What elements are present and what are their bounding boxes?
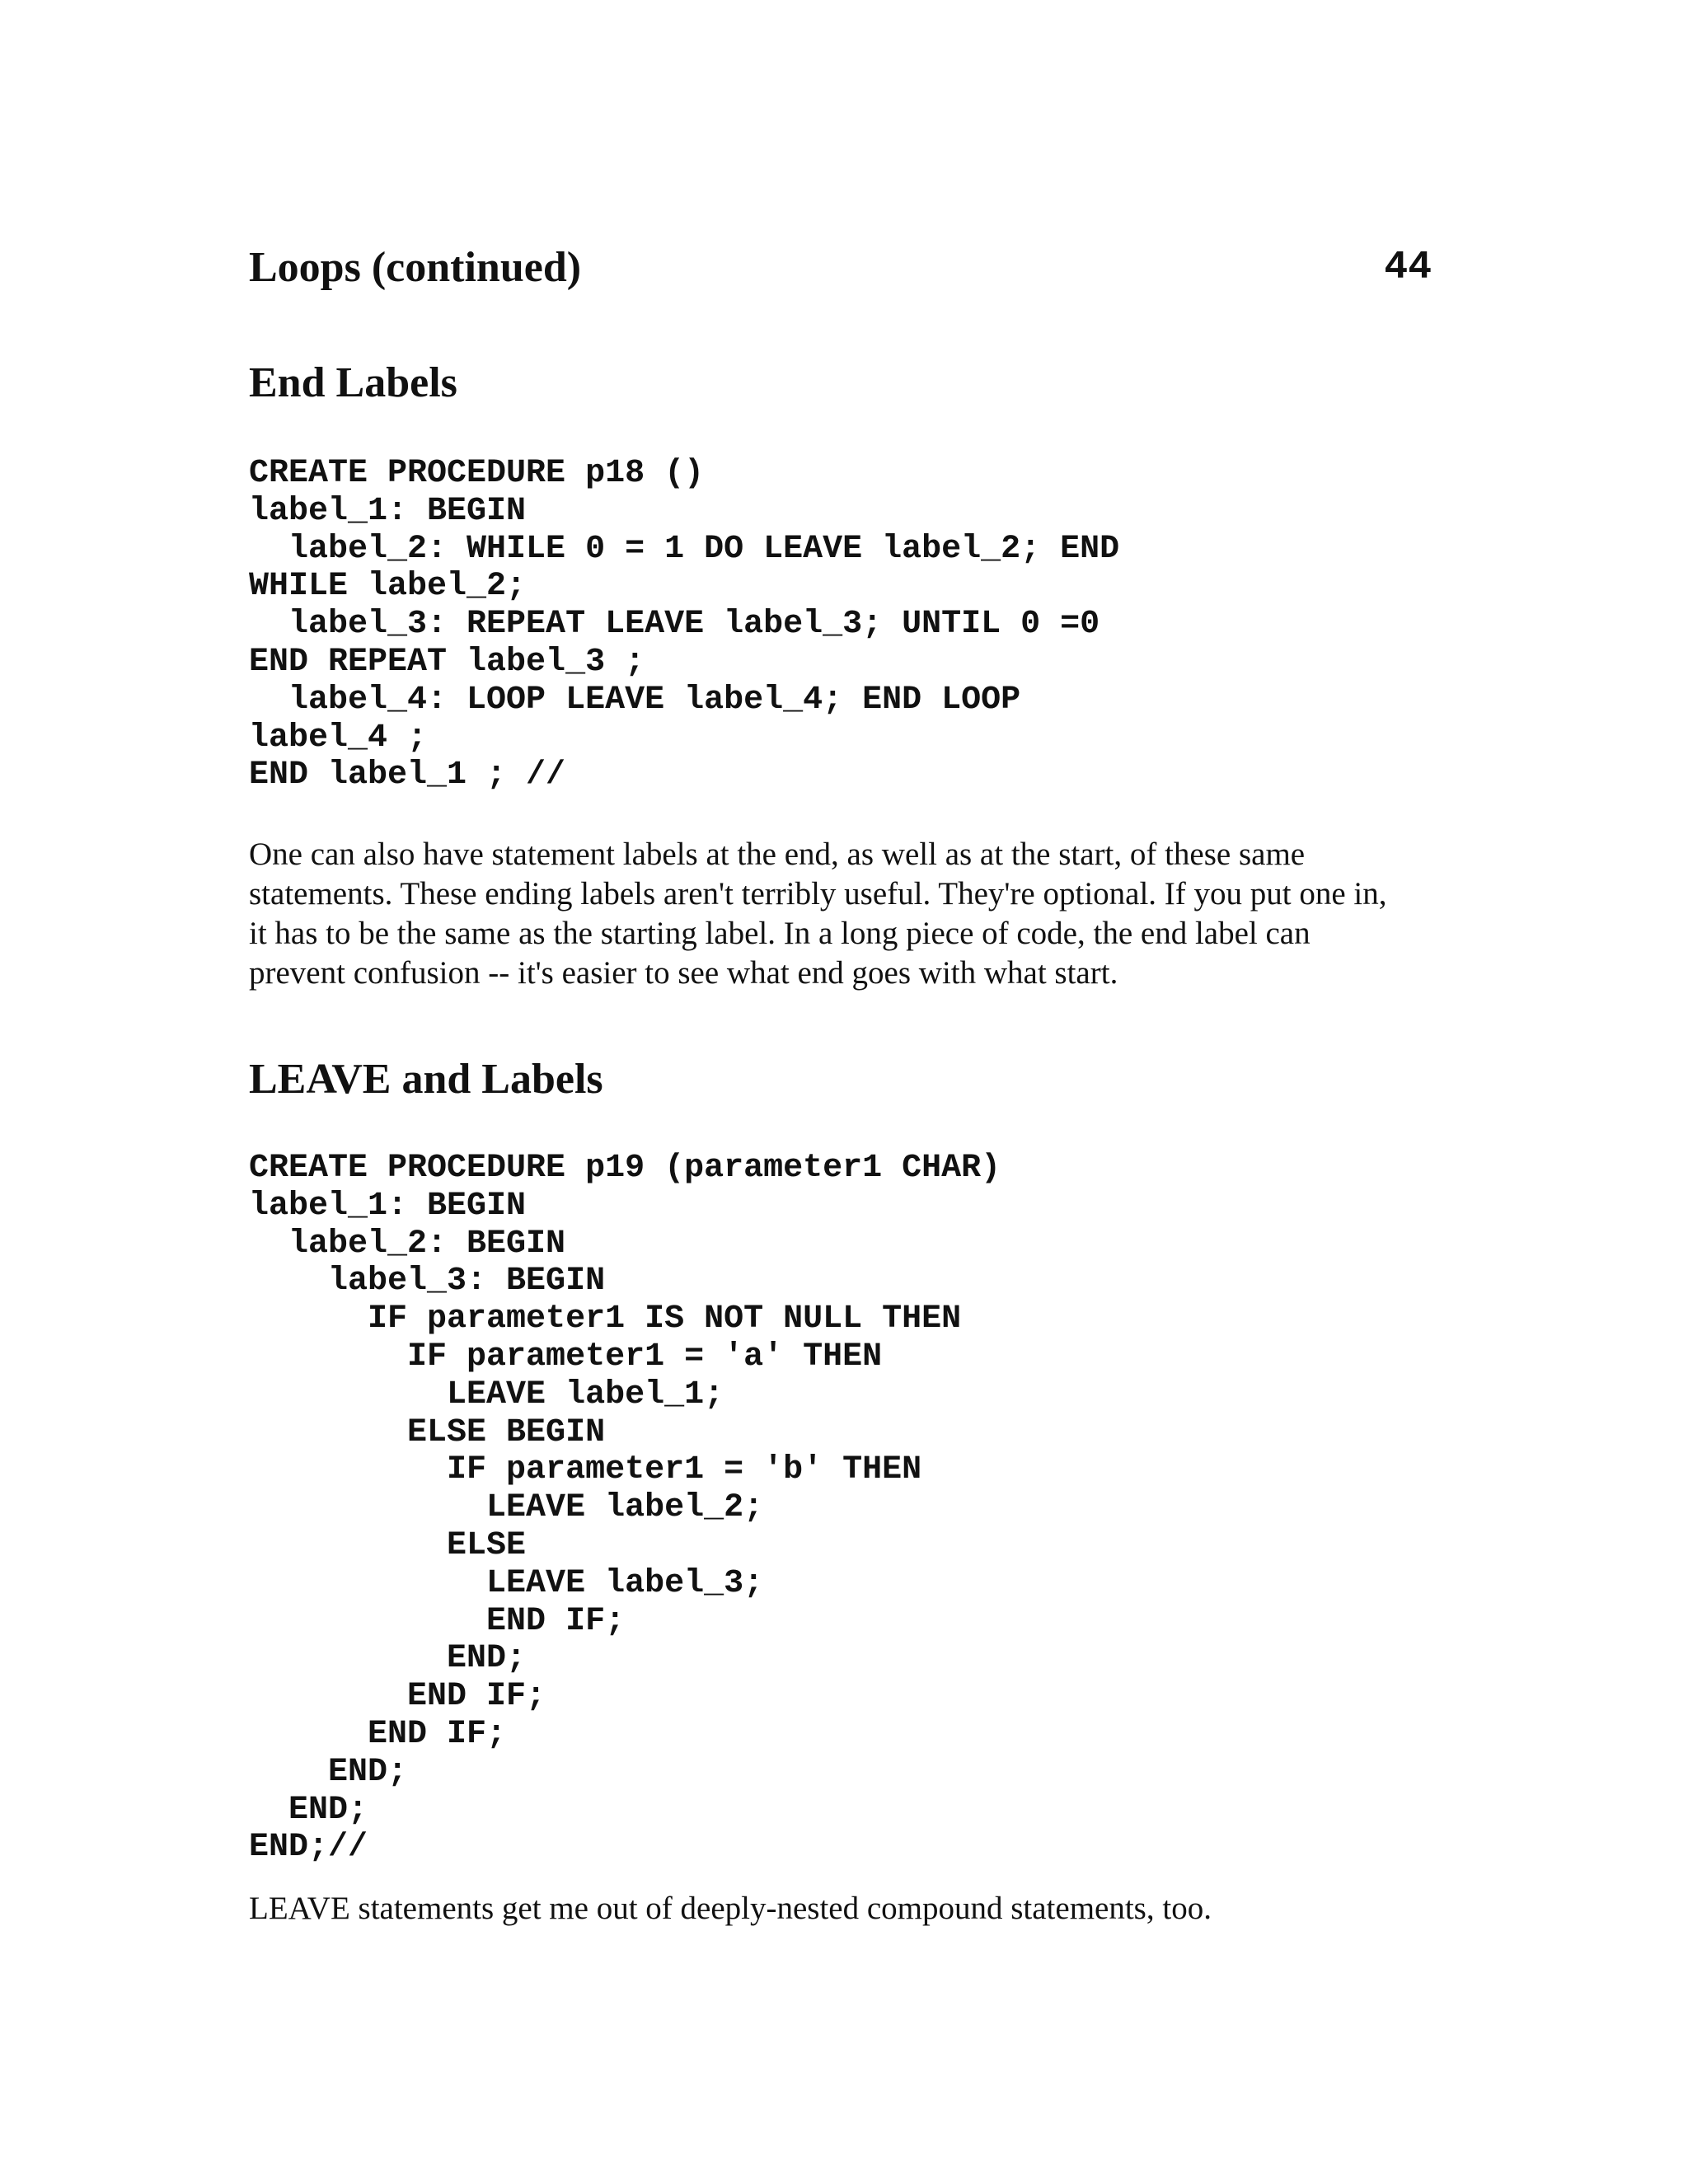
code-line: label_2: WHILE 0 = 1 DO LEAVE label_2; END [249,530,1120,568]
code-line: WHILE label_2; [249,568,527,606]
page-number: 44 [1384,246,1432,290]
code-line: END; [249,1791,368,1829]
paragraph-leave-and-labels [249,1889,1432,1929]
paragraph-line: LEAVE statements get me out of deeply-nested compound statements, too. [249,1891,1212,1926]
code-line: label_1: BEGIN [249,492,527,530]
code-line: IF parameter1 IS NOT NULL THEN [249,1301,962,1338]
code-block-p19 [249,1150,1432,1867]
code-line: ELSE BEGIN [249,1413,606,1451]
code-line: END IF; [249,1678,546,1716]
code-line: END IF; [249,1715,507,1753]
paragraph-line: prevent confusion -- it's easier to see what end goes with what start. [249,955,1118,991]
code-line: label_3: REPEAT LEAVE label_3; UNTIL 0 =0 [249,606,1100,644]
code-line: ELSE [249,1526,527,1564]
code-line: IF parameter1 = 'b' THEN [249,1451,922,1489]
page-header [249,239,1432,297]
section-heading-end-labels: End Labels [249,359,457,406]
paragraph-end-labels [249,835,1432,993]
code-line: END; [249,1753,408,1791]
code-line: label_3: BEGIN [249,1263,606,1301]
code-line: END; [249,1640,527,1678]
paragraph-line: One can also have statement labels at the end, as well as at the start, of these same [249,837,1306,872]
code-line: LEAVE label_2; [249,1489,764,1527]
code-line: IF parameter1 = 'a' THEN [249,1338,883,1376]
code-line: END;// [249,1829,368,1867]
paragraph-line: it has to be the same as the starting label. In a long piece of code, the end label can [249,916,1311,951]
code-line: END label_1 ; // [249,757,566,794]
paragraph-line: statements. These ending labels aren't terribly useful. They're optional. If you put one in, [249,876,1387,912]
code-line: LEAVE label_1; [249,1376,724,1413]
code-line: LEAVE label_3; [249,1564,764,1602]
chapter-title: Loops (continued) [249,244,582,291]
code-line: END REPEAT label_3 ; [249,643,645,681]
code-line: END IF; [249,1602,626,1640]
code-line: CREATE PROCEDURE p19 (parameter1 CHAR) [249,1150,1001,1187]
code-line: label_1: BEGIN [249,1187,527,1225]
code-line: label_2: BEGIN [249,1225,566,1263]
code-line: CREATE PROCEDURE p18 () [249,455,705,492]
document-page [249,0,1432,2184]
code-line: label_4 ; [249,719,428,757]
section-heading-leave-and-labels: LEAVE and Labels [249,1056,603,1103]
code-block-p18 [249,455,1432,794]
code-line: label_4: LOOP LEAVE label_4; END LOOP [249,681,1021,719]
